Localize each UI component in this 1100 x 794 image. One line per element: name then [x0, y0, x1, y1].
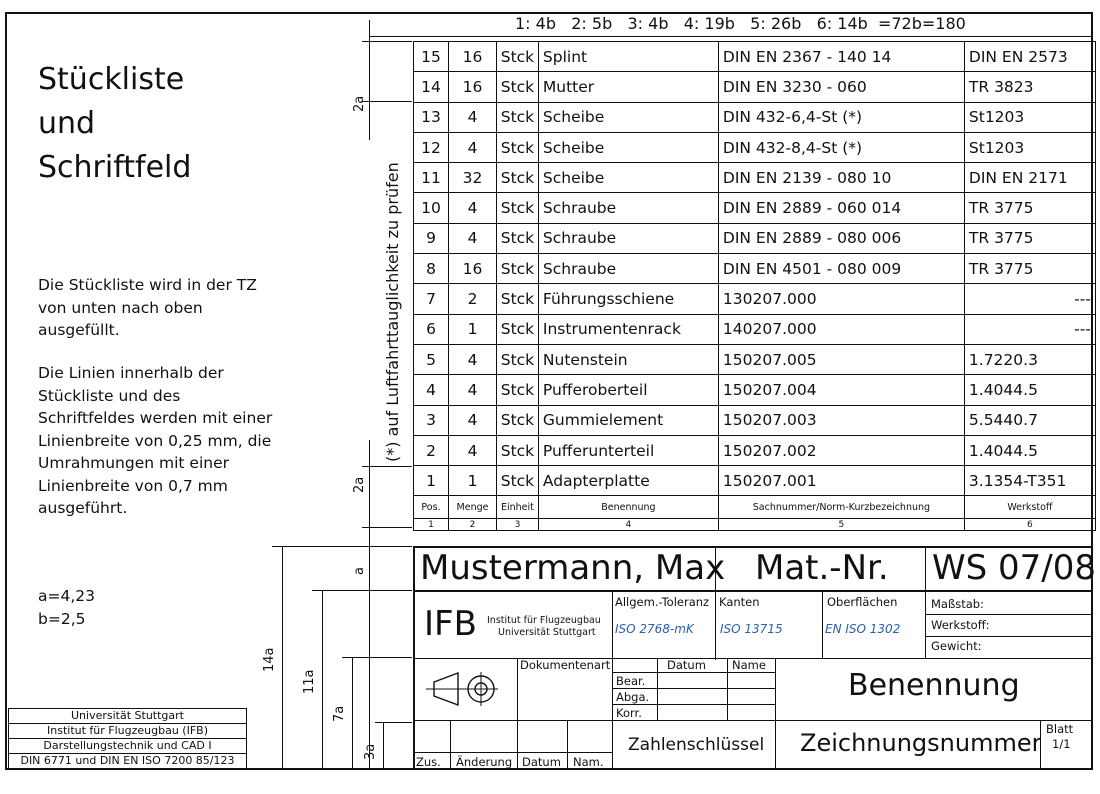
dim-label-2a: 2a: [352, 476, 367, 493]
university-line: Darstellungstechnik und CAD I: [9, 739, 246, 754]
designation-title: Benennung: [848, 668, 1020, 703]
tb-line: [612, 672, 775, 673]
table-cell: 1.4044.5: [964, 375, 1095, 405]
dim-label-11a: 11a: [302, 669, 317, 694]
table-cell: Stck: [497, 42, 539, 72]
tb-line: [612, 658, 613, 720]
dim-label-a: a: [352, 567, 367, 575]
table-cell: DIN 432-6,4-St (*): [718, 102, 964, 132]
university-line: DIN 6771 und DIN EN ISO 7200 85/123: [20, 754, 235, 767]
date-label: Datum: [667, 658, 706, 672]
matriculation-number: Mat.-Nr.: [755, 548, 889, 588]
table-cell: 1.7220.3: [964, 344, 1095, 374]
table-cell: 16: [449, 254, 497, 284]
dim-line: [383, 722, 384, 770]
title-line-1: Stückliste: [38, 62, 185, 97]
table-cell: Schraube: [538, 223, 718, 253]
table-cell: 1: [449, 314, 497, 344]
table-cell: 4: [414, 375, 449, 405]
tb-line: [517, 658, 518, 720]
table-cell: Gummielement: [538, 405, 718, 435]
table-cell: Stck: [497, 223, 539, 253]
param-a: a=4,23: [38, 587, 95, 605]
table-cell: DIN EN 2889 - 080 006: [718, 223, 964, 253]
table-cell: 150207.004: [718, 375, 964, 405]
table-cell: Stck: [497, 314, 539, 344]
table-row: [414, 42, 1096, 72]
table-cell: Stck: [497, 466, 539, 496]
name-label: Name: [732, 658, 766, 672]
dim-tick: [272, 546, 412, 547]
table-cell: 4: [449, 435, 497, 465]
table-row: [414, 284, 1096, 314]
delivered-label: Abga.: [616, 690, 650, 704]
table-cell: 130207.000: [718, 284, 964, 314]
param-b: b=2,5: [38, 609, 86, 628]
table-cell: ---: [964, 284, 1095, 314]
table-cell: 4: [449, 193, 497, 223]
dim-label-7a: 7a: [332, 705, 347, 722]
paragraph-2-line: Stückliste und des: [38, 386, 181, 405]
table-row: [414, 314, 1096, 344]
table-cell: 2: [449, 284, 497, 314]
table-cell: 1: [414, 466, 449, 496]
table-cell: Mutter: [538, 72, 718, 102]
table-cell: 2: [414, 435, 449, 465]
parts-list-table: [413, 41, 1096, 531]
university-line: Universität Stuttgart: [9, 709, 246, 724]
edges-value: ISO 13715: [720, 622, 783, 636]
table-cell: 150207.001: [718, 466, 964, 496]
table-cell: Stck: [497, 435, 539, 465]
table-cell: 150207.005: [718, 344, 964, 374]
dim-label-2a: 2a: [352, 95, 367, 112]
table-header-row: [414, 496, 1096, 519]
projection-symbol-icon: [420, 664, 502, 714]
column-number: 2: [449, 519, 497, 531]
table-cell: Stck: [497, 284, 539, 314]
header-formula: 1: 4b 2: 5b 3: 4b 4: 19b 5: 26b 6: 14b =72b=180: [515, 14, 966, 33]
table-cell: DIN EN 2573: [964, 42, 1095, 72]
dim-line: [369, 20, 370, 140]
table-cell: 1.4044.5: [964, 435, 1095, 465]
column-number: 4: [538, 519, 718, 531]
table-cell: 3: [414, 405, 449, 435]
table-cell: 14: [414, 72, 449, 102]
table-cell: 8: [414, 254, 449, 284]
institute-line-1: Institut für Flugzeugbau: [487, 615, 601, 626]
table-row: [414, 193, 1096, 223]
tb-line: [925, 614, 1093, 615]
table-cell: DIN EN 2889 - 060 014: [718, 193, 964, 223]
header-line: [370, 36, 1092, 37]
table-cell: Stck: [497, 102, 539, 132]
sheet-value: 1/1: [1052, 737, 1071, 751]
surfaces-label: Oberflächen: [827, 595, 898, 609]
parameters: [38, 585, 308, 630]
author-name: Mustermann, Max: [420, 548, 726, 588]
table-cell: TR 3775: [964, 223, 1095, 253]
table-header: Einheit: [497, 496, 539, 519]
table-cell: DIN EN 2139 - 080 10: [718, 163, 964, 193]
tb-line: [450, 720, 451, 770]
table-cell: 11: [414, 163, 449, 193]
table-cell: 4: [449, 132, 497, 162]
corrected-label: Korr.: [616, 706, 642, 720]
table-cell: 5: [414, 344, 449, 374]
paragraph-1-line: Die Stückliste wird in der TZ: [38, 276, 257, 294]
paragraph-2-line: Schriftfeldes werden mit einer: [38, 409, 273, 427]
paragraph-2-line: Linienbreite von 0,7 mm: [38, 476, 228, 495]
table-cell: Splint: [538, 42, 718, 72]
table-cell: Nutenstein: [538, 344, 718, 374]
column-number: 5: [718, 519, 964, 531]
table-cell: 16: [449, 42, 497, 72]
dim-label-14a: 14a: [262, 647, 277, 672]
table-header: Benennung: [538, 496, 718, 519]
column-number: 1: [414, 519, 449, 531]
table-row: [414, 102, 1096, 132]
table-cell: Stck: [497, 405, 539, 435]
tb-line: [413, 720, 1093, 721]
table-cell: 4: [449, 405, 497, 435]
table-row: [414, 435, 1096, 465]
edited-label: Bear.: [616, 674, 646, 688]
paragraph-2-line: ausgeführt.: [38, 499, 128, 517]
title-line-3: Schriftfeld: [38, 150, 192, 185]
scale-label: Maßstab:: [931, 597, 984, 611]
paragraph-2-line: Die Linien innerhalb der: [38, 364, 224, 382]
dim-line: [282, 546, 283, 770]
ifb-logo: IFB: [424, 604, 477, 644]
table-row: [414, 466, 1096, 496]
table-cell: 4: [449, 102, 497, 132]
general-tolerance-label: Allgem.-Toleranz: [615, 595, 710, 609]
table-cell: Stck: [497, 132, 539, 162]
dim-tick: [362, 41, 412, 42]
change-date-label: Datum: [522, 755, 561, 769]
table-cell: Stck: [497, 163, 539, 193]
tb-line: [925, 636, 1093, 637]
table-cell: TR 3823: [964, 72, 1095, 102]
tb-line: [413, 590, 1093, 592]
tb-line: [775, 658, 776, 720]
tb-line: [657, 658, 658, 720]
material-label: Werkstoff:: [931, 618, 990, 632]
dim-tick: [342, 657, 412, 658]
weight-label: Gewicht:: [931, 639, 982, 653]
table-cell: Instrumentenrack: [538, 314, 718, 344]
table-row: [414, 405, 1096, 435]
table-cell: Pufferoberteil: [538, 375, 718, 405]
table-row: [414, 254, 1096, 284]
tb-line: [517, 720, 518, 770]
table-cell: 4: [449, 223, 497, 253]
table-cell: Stck: [497, 375, 539, 405]
table-cell: Stck: [497, 254, 539, 284]
semester: WS 07/08: [932, 548, 1096, 588]
table-cell: Stck: [497, 193, 539, 223]
dim-tick: [362, 527, 412, 528]
paragraph-2-line: Linienbreite von 0,25 mm, die: [38, 431, 272, 450]
column-number: 6: [964, 519, 1095, 531]
general-tolerance-value: ISO 2768-mK: [615, 622, 694, 636]
dim-tick: [312, 590, 412, 591]
table-header: Menge: [449, 496, 497, 519]
table-cell: 150207.003: [718, 405, 964, 435]
table-cell: 13: [414, 102, 449, 132]
table-cell: Stck: [497, 72, 539, 102]
paragraph-1: [38, 274, 308, 342]
table-cell: 150207.002: [718, 435, 964, 465]
numeric-key-label: Zahlenschlüssel: [628, 735, 765, 755]
paragraph-1-line: von unten nach oben: [38, 298, 203, 317]
table-cell: Scheibe: [538, 163, 718, 193]
tb-line: [822, 592, 823, 658]
table-cell: 1: [449, 466, 497, 496]
table-cell: St1203: [964, 132, 1095, 162]
table-cell: 4: [449, 375, 497, 405]
table-header: Pos.: [414, 496, 449, 519]
table-cell: Stck: [497, 344, 539, 374]
table-cell: 140207.000: [718, 314, 964, 344]
tb-line: [612, 688, 775, 689]
table-cell: Schraube: [538, 254, 718, 284]
table-cell: 16: [449, 72, 497, 102]
edges-label: Kanten: [719, 595, 760, 609]
column-number: 3: [497, 519, 539, 531]
table-row: [414, 163, 1096, 193]
surfaces-value: EN ISO 1302: [825, 622, 901, 636]
drawing-number-label: Zeichnungsnummer: [800, 729, 1042, 757]
table-row: [414, 375, 1096, 405]
table-cell: DIN EN 4501 - 080 009: [718, 254, 964, 284]
table-cell: TR 3775: [964, 193, 1095, 223]
table-cell: 9: [414, 223, 449, 253]
dim-label-3a: 3a: [363, 743, 378, 760]
dim-line: [352, 657, 353, 770]
table-cell: Scheibe: [538, 102, 718, 132]
sheet-label: Blatt: [1046, 722, 1074, 736]
university-line: Institut für Flugzeugbau (IFB): [9, 724, 246, 739]
table-cell: 4: [449, 344, 497, 374]
paragraph-2: [38, 362, 308, 520]
dim-line: [322, 590, 323, 770]
table-cell: 3.1354-T351: [964, 466, 1095, 496]
dim-tick: [375, 722, 412, 723]
table-header: Werkstoff: [964, 496, 1095, 519]
table-header: Sachnummer/Norm-Kurzbezeichnung: [718, 496, 964, 519]
institute-line-2: Universität Stuttgart: [498, 627, 596, 638]
dim-line: [369, 440, 370, 770]
table-row: [414, 132, 1096, 162]
table-row: [414, 223, 1096, 253]
tb-line: [925, 546, 926, 658]
table-cell: 7: [414, 284, 449, 314]
table-cell: DIN EN 2171: [964, 163, 1095, 193]
vertical-note: (*) auf Luftfahrttauglichkeit zu prüfen: [383, 162, 402, 462]
tb-line: [567, 720, 568, 770]
table-cell: Scheibe: [538, 132, 718, 162]
table-cell: 6: [414, 314, 449, 344]
table-cell: Schraube: [538, 193, 718, 223]
table-cell: 10: [414, 193, 449, 223]
change-name-label: Nam.: [573, 755, 604, 769]
document-type-label: Dokumentenart: [520, 658, 611, 672]
paragraph-2-line: Umrahmungen mit einer: [38, 454, 229, 472]
paragraph-1-line: ausgefüllt.: [38, 321, 120, 339]
table-cell: Adapterplatte: [538, 466, 718, 496]
table-row: [414, 72, 1096, 102]
table-cell: 15: [414, 42, 449, 72]
table-cell: 12: [414, 132, 449, 162]
table-cell: 32: [449, 163, 497, 193]
tb-line: [413, 752, 612, 753]
table-cell: Pufferunterteil: [538, 435, 718, 465]
revision-index-label: Zus.: [416, 755, 441, 769]
table-cell: DIN EN 3230 - 060: [718, 72, 964, 102]
tb-line: [727, 658, 728, 720]
column-number-row: [414, 519, 1096, 531]
tb-line: [612, 704, 775, 705]
table-cell: DIN EN 2367 - 140 14: [718, 42, 964, 72]
table-cell: St1203: [964, 102, 1095, 132]
tb-line: [775, 720, 776, 770]
tb-line: [612, 592, 613, 658]
table-row: [414, 344, 1096, 374]
university-box: [8, 708, 247, 769]
table-cell: DIN 432-8,4-St (*): [718, 132, 964, 162]
dim-tick: [362, 101, 412, 102]
change-label: Änderung: [456, 755, 513, 769]
tb-line: [612, 720, 613, 770]
table-cell: Führungsschiene: [538, 284, 718, 314]
page-title: [38, 58, 191, 190]
table-cell: ---: [964, 314, 1095, 344]
table-cell: TR 3775: [964, 254, 1095, 284]
dim-tick: [362, 466, 412, 467]
title-line-2: und: [38, 106, 96, 141]
table-cell: 5.5440.7: [964, 405, 1095, 435]
